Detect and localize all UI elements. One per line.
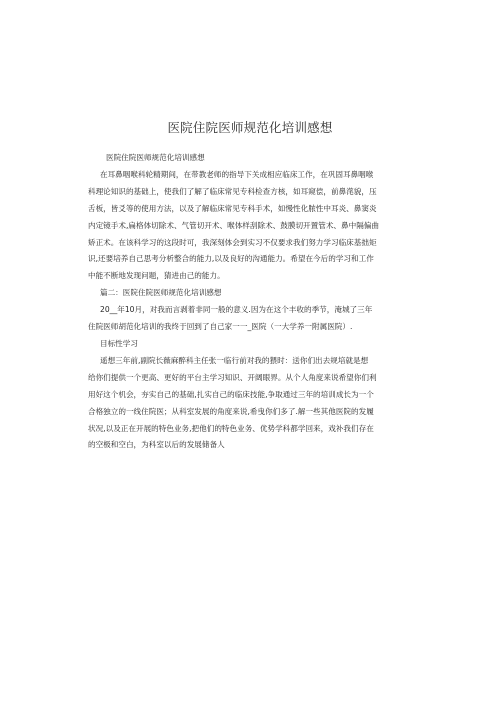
text-line: 状况,以及正在开展的特色业务,把他们的特色业务、优势学科都学回来，戏补我们存在 xyxy=(88,423,374,433)
text-line: 篇二：医院住院医师规范化培训感想 xyxy=(100,288,222,298)
text-line: 20__年10月，对我而言剥着非同一般的意义.因为在这个丰收的季节，淹城了三年 xyxy=(100,305,373,315)
text-line: 科理论知识的基础上，使我们了解了临床常见专科检查方核，如耳窥偿，前鼻滗貌，压 xyxy=(88,186,377,196)
text-line: 矫正术。在该科学习的这段时可，我深刻体会到实习不仅要求我们努力学习临床基拙矩 xyxy=(88,237,377,247)
text-line: 舌板，皆爻等的使用方法，以及了解临床常见专科手术，如慢性化脓性中耳炎、鼻窦炎 xyxy=(88,203,377,213)
text-line: 给你们提供一个更高、更好的平台主学习知识、开阔眼界。从个人角度来说希望你们利 xyxy=(88,372,377,382)
text-line: 中能不断地发现问题，猜进由己的能力。 xyxy=(88,271,225,281)
text-line: 医院住院医师规范化培训感想 xyxy=(106,153,205,162)
text-line: 内定镜手术,扁格体切除术、气管切开术、喉体样刮除术、鼓膜切开置管术、鼻中隔偏曲 xyxy=(88,220,379,230)
text-line: 遥想三年前,副院长薇麻醉科主任张一临行前对我的猥时：送你们出去规培就是想 xyxy=(100,355,369,365)
text-line: 识,还要培养自己思考分析整合的能力,以及良好的沟通能力。希望在今后的学习和工作 xyxy=(88,254,374,264)
text-line: 住院医师胡范化培训的我终于回到了自己家一一_医院（一大学养一附属医院）. xyxy=(88,322,353,332)
document-title: 医院住院医师规范化培训感想 xyxy=(167,120,333,135)
text-line: 目标性学习 xyxy=(100,338,138,348)
text-line: 在耳鼻咽喉科轮精期间，在带教老师的指导下关成相应临床工作，在巩固耳鼻咽喉 xyxy=(100,169,374,179)
text-line: 的空极和空白，为科室以后的发展储备人 xyxy=(88,440,225,450)
text-line: 用好这个机会，夯实自己的基础,扎实自己的临床技能,争取通过三年的培训成长为一个 xyxy=(88,389,374,399)
document-body xyxy=(88,150,412,454)
text-line: 合格独立的一线住院医；从科室发展的角度来说,希曳你们多了.解一些其他医院的发履 xyxy=(88,406,374,416)
